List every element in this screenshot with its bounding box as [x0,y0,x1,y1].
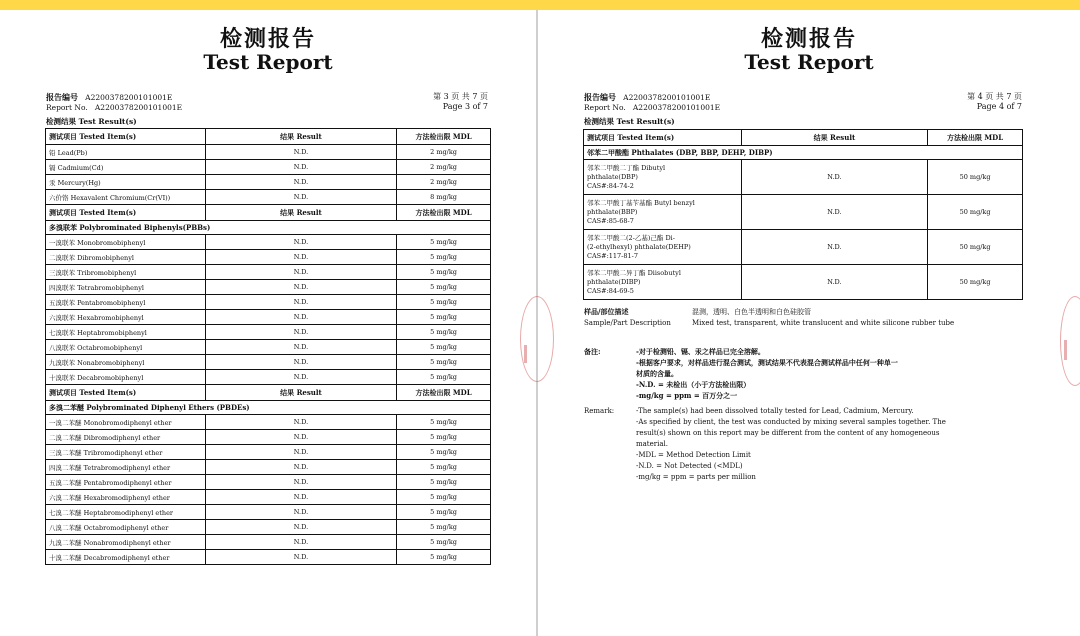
header-result: 结果 Result [205,129,396,145]
tested-item-line: 邻苯二甲酸二(2-乙基)己酯 Di- [587,233,675,242]
table-row [46,295,491,310]
remark-line: material. [636,440,668,448]
table-header-row [46,205,491,221]
page-number-cn: 第 4 页 共 7 页 [967,92,1022,101]
table-row [46,310,491,325]
table-row [46,445,491,460]
page-number-en: Page 3 of 7 [442,102,488,111]
tested-item-cell: 三溴二苯醚 Tribromodiphenyl ether [46,445,206,460]
result-cell: N.D. [205,175,396,190]
tested-item-line: CAS#:85-68-7 [587,216,634,225]
table-row [46,190,491,205]
report-title-en: Test Report [744,50,874,74]
remark-label-en: Remark: [584,407,615,415]
tested-item-cell: 七溴联苯 Heptabromobiphenyl [46,325,206,340]
remark-line: -对于检测铅、镉、汞之样品已完全溶解。 [636,347,765,356]
mdl-cell: 5 mg/kg [397,475,491,490]
header-tested-item: 测试项目 Tested Item(s) [46,205,206,221]
mdl-cell: 5 mg/kg [397,445,491,460]
result-cell: N.D. [205,550,396,565]
remark-line: -The sample(s) had been dissolved totally tested for Lead, Cadmium, Mercury. [636,407,914,415]
report-title-en: Test Report [203,50,333,74]
result-cell: N.D. [205,460,396,475]
top-highlight-bar [0,0,1080,10]
page-number-cn: 第 3 页 共 7 页 [433,92,488,101]
report-no-cn-value: A2200378200101001E [623,93,711,102]
mdl-cell: 8 mg/kg [397,190,491,205]
mdl-cell: 5 mg/kg [397,280,491,295]
table-row [584,160,1023,195]
sample-label-en: Sample/Part Description [584,319,671,327]
mdl-cell: 5 mg/kg [397,535,491,550]
table-row [46,235,491,250]
report-no-cn-label: 报告编号 [584,92,616,102]
table-row [46,280,491,295]
tested-item-cell: 九溴联苯 Nonabromobiphenyl [46,355,206,370]
tested-item-cell: 十溴联苯 Decabromobiphenyl [46,370,206,385]
table-row [584,265,1023,300]
tested-item-cell: 五溴二苯醚 Pentabromodiphenyl ether [46,475,206,490]
report-page-4 [538,10,1080,636]
result-cell: N.D. [205,235,396,250]
result-cell: N.D. [205,280,396,295]
table-row [46,550,491,565]
mdl-cell: 50 mg/kg [928,265,1023,300]
tested-item-cell: 六溴二苯醚 Hexabromodiphenyl ether [46,490,206,505]
tested-item-cell: 四溴联苯 Tetrabromobiphenyl [46,280,206,295]
mdl-cell: 5 mg/kg [397,325,491,340]
table-row [46,265,491,280]
results-heading: 检测结果 Test Result(s) [584,117,675,126]
table-row [46,175,491,190]
table-row [46,475,491,490]
mdl-cell: 5 mg/kg [397,250,491,265]
table-group-row [46,221,491,235]
result-cell: N.D. [205,535,396,550]
mdl-cell: 50 mg/kg [928,160,1023,195]
tested-item-cell: 八溴联苯 Octabromobiphenyl [46,340,206,355]
result-cell: N.D. [205,145,396,160]
table-row [584,230,1023,265]
mdl-cell: 5 mg/kg [397,520,491,535]
report-no-en-label: Report No. [46,103,88,112]
remark-line: -N.D. = Not Detected (<MDL) [636,462,743,470]
result-cell: N.D. [205,370,396,385]
sample-description [584,306,954,329]
table-row [46,340,491,355]
table-row [46,490,491,505]
remark-line: -As specified by client, the test was conducted by mixing several samples together. The [636,418,946,426]
report-title-cn: 检测报告 [760,27,857,52]
table-row [46,325,491,340]
table-row [46,355,491,370]
result-cell: N.D. [205,505,396,520]
mdl-cell: 50 mg/kg [928,195,1023,230]
tested-item-line: 邻苯二甲酸二异丁酯 Diisobutyl [587,268,681,277]
phthalates-table [583,129,1023,300]
results-heading: 检测结果 Test Result(s) [46,117,137,126]
result-cell: N.D. [741,160,927,195]
header-mdl: 方法检出限 MDL [397,385,491,401]
report-page-3 [0,10,536,636]
remark-line: -MDL = Method Detection Limit [636,451,751,459]
table-row [46,430,491,445]
remark-line: result(s) shown on this report may be different from the content of any homogeneous [636,429,940,437]
table-row [584,195,1023,230]
mdl-cell: 5 mg/kg [397,310,491,325]
mdl-cell: 2 mg/kg [397,145,491,160]
tested-item-line: CAS#:84-69-5 [587,286,634,295]
table-row [46,145,491,160]
result-cell: N.D. [205,250,396,265]
result-cell: N.D. [205,475,396,490]
result-cell: N.D. [205,190,396,205]
header-result: 结果 Result [205,385,396,401]
tested-item-cell: 六溴联苯 Hexabromobiphenyl [46,310,206,325]
mdl-cell: 5 mg/kg [397,430,491,445]
report-no-en-value: A2200378200101001E [632,103,721,112]
remark-label-cn: 备注: [584,347,601,356]
tested-item-cell: 十溴二苯醚 Decabromodiphenyl ether [46,550,206,565]
tested-item-cell: 九溴二苯醚 Nonabromodiphenyl ether [46,535,206,550]
remark-line: 材质的含量。 [636,369,678,378]
mdl-cell: 5 mg/kg [397,235,491,250]
tested-item-line: phthalate(DIBP) [587,277,641,286]
tested-item-line: CAS#:84-74-2 [587,181,634,190]
tested-item-cell [584,265,742,300]
report-no-cn-label: 报告编号 [46,92,78,102]
tested-item-line: 邻苯二甲酸二丁酯 Dibutyl [587,163,666,172]
seal-stamp-mark [524,345,527,363]
tested-item-cell: 三溴联苯 Tribromobiphenyl [46,265,206,280]
report-no-en-label: Report No. [584,103,626,112]
table-row [46,370,491,385]
table-header-row [46,385,491,401]
tested-item-cell: 二溴二苯醚 Dibromodiphenyl ether [46,430,206,445]
report-number-block [46,92,182,113]
mdl-cell: 5 mg/kg [397,550,491,565]
tested-item-line: phthalate(BBP) [587,207,638,216]
mdl-cell: 5 mg/kg [397,295,491,310]
tested-item-cell: 五溴联苯 Pentabromobiphenyl [46,295,206,310]
result-cell: N.D. [205,415,396,430]
result-cell: N.D. [205,445,396,460]
mdl-cell: 5 mg/kg [397,460,491,475]
mdl-cell: 50 mg/kg [928,230,1023,265]
result-cell: N.D. [741,230,927,265]
tested-item-cell: 一溴二苯醚 Monobromodiphenyl ether [46,415,206,430]
result-cell: N.D. [205,310,396,325]
group-label: 邻苯二甲酸酯 Phthalates (DBP, BBP, DEHP, DIBP) [584,146,1023,160]
remark-line: -mg/kg = ppm = parts per million [636,473,756,481]
mdl-cell: 2 mg/kg [397,175,491,190]
group-label: 多溴联苯 Polybrominated Biphenyls(PBBs) [46,221,491,235]
mdl-cell: 5 mg/kg [397,265,491,280]
remark-line: -N.D. = 未检出（小于方法检出限） [636,380,751,389]
result-cell: N.D. [205,295,396,310]
mdl-cell: 5 mg/kg [397,415,491,430]
header-result: 结果 Result [205,205,396,221]
result-cell: N.D. [741,265,927,300]
tested-item-cell: 镉 Cadmium(Cd) [46,160,206,175]
tested-item-cell: 七溴二苯醚 Heptabromodiphenyl ether [46,505,206,520]
table-row [46,415,491,430]
table-group-row [46,401,491,415]
sample-value-cn: 混测，透明、白色半透明和白色硅胶管 [692,308,811,316]
tested-item-line: (2-ethylhexyl) phthalate(DEHP) [587,242,691,251]
header-result: 结果 Result [741,130,927,146]
mdl-cell: 5 mg/kg [397,370,491,385]
result-cell: N.D. [205,325,396,340]
table-row [46,460,491,475]
tested-item-cell [584,230,742,265]
table-row [46,505,491,520]
mdl-cell: 2 mg/kg [397,160,491,175]
tested-item-cell [584,160,742,195]
result-cell: N.D. [205,265,396,280]
table-row [46,520,491,535]
header-mdl: 方法检出限 MDL [397,205,491,221]
seal-stamp-fragment [520,296,554,382]
header-mdl: 方法检出限 MDL [928,130,1023,146]
report-number-block [584,92,720,113]
report-title-cn: 检测报告 [219,27,316,52]
mdl-cell: 5 mg/kg [397,490,491,505]
header-tested-item: 测试项目 Tested Item(s) [584,130,742,146]
result-cell: N.D. [205,430,396,445]
tested-item-line: phthalate(DBP) [587,172,638,181]
tested-item-cell: 六价铬 Hexavalent Chromium(Cr(VI)) [46,190,206,205]
remark-line: -根据客户要求，对样品进行混合测试，测试结果不代表混合测试样品中任何一种单一 [636,358,898,367]
header-tested-item: 测试项目 Tested Item(s) [46,385,206,401]
mdl-cell: 5 mg/kg [397,355,491,370]
result-cell: N.D. [205,490,396,505]
tested-item-cell [584,195,742,230]
sample-label-cn: 样品/部位描述 [584,307,629,316]
tested-item-cell: 八溴二苯醚 Octabromodiphenyl ether [46,520,206,535]
results-table [45,128,491,565]
report-no-en-value: A2200378200101001E [94,103,183,112]
report-no-cn-value: A2200378200101001E [85,93,173,102]
result-cell: N.D. [205,160,396,175]
tested-item-cell: 一溴联苯 Monobromobiphenyl [46,235,206,250]
tested-item-cell: 汞 Mercury(Hg) [46,175,206,190]
page-number-en: Page 4 of 7 [976,102,1022,111]
sample-value-en: Mixed test, transparent, white translucent and white silicone rubber tube [692,319,955,327]
tested-item-cell: 二溴联苯 Dibromobiphenyl [46,250,206,265]
result-cell: N.D. [741,195,927,230]
table-row [46,250,491,265]
table-group-row [584,146,1023,160]
header-tested-item: 测试项目 Tested Item(s) [46,129,206,145]
header-mdl: 方法检出限 MDL [397,129,491,145]
table-header-row [46,129,491,145]
result-cell: N.D. [205,520,396,535]
mdl-cell: 5 mg/kg [397,505,491,520]
page-number-block [433,92,488,112]
table-row [46,160,491,175]
seal-stamp-mark [1064,340,1067,360]
table-header-row [584,130,1023,146]
tested-item-cell: 四溴二苯醚 Tetrabromodiphenyl ether [46,460,206,475]
tested-item-line: 邻苯二甲酸丁基苄基酯 Butyl benzyl [587,198,695,207]
result-cell: N.D. [205,355,396,370]
remark-en-lines [636,406,1006,483]
tested-item-line: CAS#:117-81-7 [587,251,638,260]
remark-cn-lines [636,346,1006,401]
table-row [46,535,491,550]
tested-item-cell: 铅 Lead(Pb) [46,145,206,160]
page-number-block [967,92,1022,112]
mdl-cell: 5 mg/kg [397,340,491,355]
remark-line: -mg/kg = ppm = 百万分之一 [636,391,738,400]
result-cell: N.D. [205,340,396,355]
group-label: 多溴二苯醚 Polybrominated Diphenyl Ethers (PBDEs) [46,401,491,415]
